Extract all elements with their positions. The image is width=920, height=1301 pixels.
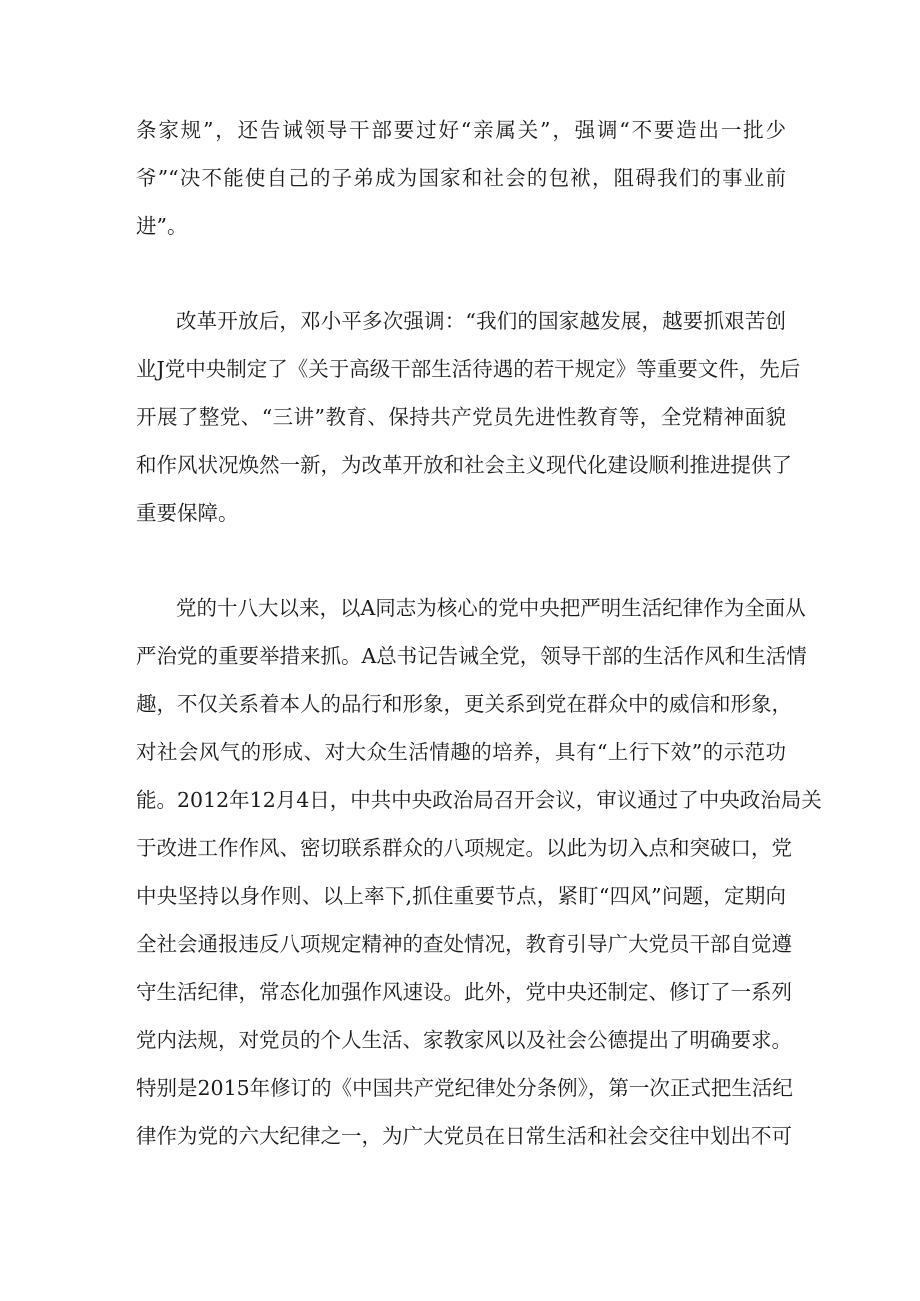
text-line: 爷”“决不能使自己的子弟成为国家和社会的包袱，阻碍我们的事业前 [136, 166, 786, 190]
text-line: 开展了整党、“三讲”教育、保持共产党员先进性教育等，全党精神面貌 [136, 405, 786, 429]
text-line: 改革开放后，邓小平多次强调：“我们的国家越发展，越要抓艰苦创 [176, 309, 786, 333]
text-line: 党的十八大以来，以A同志为核心的党中央把严明生活纪律作为全面从 [176, 596, 806, 620]
text-line: 党内法规，对党员的个人生活、家教家风以及社会公德提出了明确要求。 [136, 1028, 792, 1052]
text-line: 于改进工作作风、密切联系群众的八项规定。以此为切入点和突破口，党 [136, 836, 792, 860]
text-line: 律作为党的六大纪律之一，为广大党员在日常生活和社会交往中划出不可 [136, 1124, 792, 1148]
text-line: 守生活纪律，常态化加强作风速设。此外，党中央还制定、修订了一系列 [136, 980, 792, 1004]
text-line: 业J党中央制定了《关于高级干部生活待遇的若干规定》等重要文件，先后 [136, 357, 801, 381]
text-line: 中央坚持以身作则、以上率下,抓住重要节点，紧盯“四风”问题，定期向 [136, 884, 786, 908]
text-line: 特别是2015年修订的《中国共产党纪律处分条例》，第一次正式把生活纪 [136, 1076, 793, 1100]
text-line: 和作风状况焕然一新，为改革开放和社会主义现代化建设顺利推进提供了 [136, 453, 792, 477]
text-line: 严治党的重要举措来抓。A总书记告诫全党，领导干部的生活作风和生活情 [136, 644, 807, 668]
text-line: 对社会风气的形成、对大众生活情趣的培养，具有“上行下效”的示范功 [136, 740, 786, 764]
text-line: 能。2012年12月4日，中共中央政治局召开会议，审议通过了中央政治局关 [136, 788, 822, 812]
text-line: 进”。 [136, 214, 188, 238]
text-line: 全社会通报违反八项规定精神的查处情况，教育引导广大党员干部自觉遵 [136, 932, 792, 956]
text-line: 条家规”，还告诫领导干部要过好“亲属关”，强调“不要造出一批少 [136, 118, 786, 142]
text-line: 重要保障。 [136, 501, 239, 525]
text-line: 趣，不仅关系着本人的品行和形象，更关系到党在群众中的威信和形象， [136, 692, 792, 716]
